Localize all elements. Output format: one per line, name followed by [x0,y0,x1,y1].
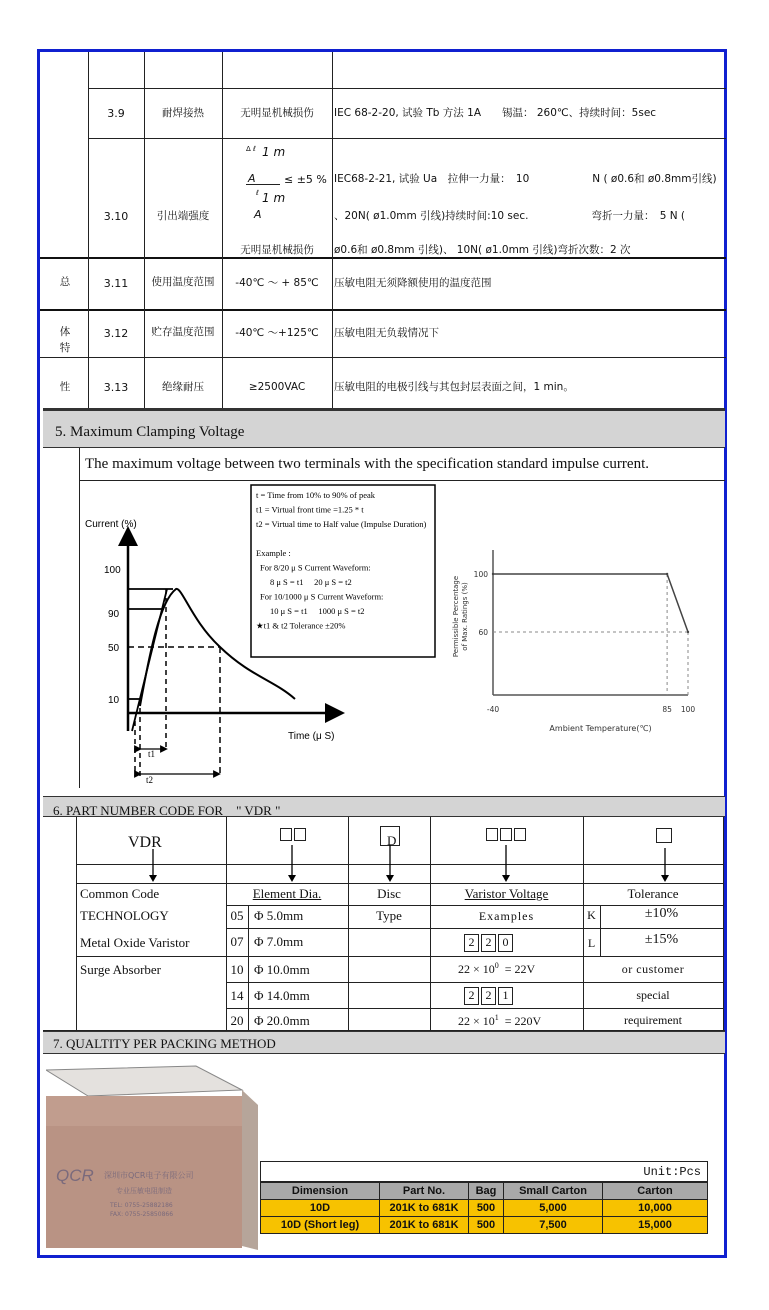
t2-label: t2 [146,775,154,785]
voltage-example-2-digits: 2 2 1 [463,986,514,1005]
y-axis-label: Permissible Percentageof Max. Ratings (%) [452,575,469,658]
waveform-note-line: t2 = Virtual time to Half value (Impulse Duration) [256,519,427,529]
section7-header [43,1031,725,1054]
wave-ylabel: Current (%) [85,519,137,530]
box-line: 深圳市QCR电子有限公司 [104,1171,194,1180]
row-req: -40℃ ～+125℃ [235,327,319,339]
row-method: 压敏电阻无须降额使用的温度范围 [334,277,492,289]
tolerance-code-l: L [587,936,596,950]
unit-cell [260,1161,708,1182]
waveform-note-line: For 8/20 μ S Current Waveform: [260,562,371,573]
row-req: ≥2500VAC [248,381,306,393]
dia-value: Φ 5.0mm [254,908,304,923]
row-no: 3.9 [107,107,125,120]
cell: 7,500 [504,1217,603,1234]
cell: 201K to 681K [380,1217,469,1234]
row-no: 3.13 [103,381,129,394]
common-code-3: Surge Absorber [80,962,162,977]
section5-title: 5. Maximum Clamping Voltage [55,424,245,440]
row-item: 引出端强度 [156,210,210,222]
wave-xlabel: Time (μ S) [288,731,335,742]
code-vdr: VDR [128,834,162,851]
tolerance-other-3: requirement [624,1013,682,1027]
tolerance-value-k: ±10% [644,906,679,921]
voltage-example-2-formula: $22 \times 10^1 = 220V$ [458,1013,542,1028]
packing-header-row [261,1183,708,1200]
data-point [666,573,668,575]
y-tick-label: 100 [473,570,488,579]
cell: 15,000 [603,1217,708,1234]
section6-title: 6. PART NUMBER CODE FOR " VDR " [53,803,281,818]
row-method: IEC 68-2-20, 试验 Tb 方法 1A 锡温： 260℃、持续时间：5sec [334,107,657,119]
x-tick-label: 100 [680,705,696,714]
common-code-1: TECHNOLOGY [80,908,169,923]
waveform-note-line: For 10/1000 μ S Current Waveform: [260,591,384,602]
row-no: 3.12 [103,327,129,340]
header-common-code: Common Code [80,886,160,901]
col-carton: Carton [603,1183,708,1200]
side-label-1: 总 [59,276,71,288]
waveform-note-line: t1 = Virtual front time =1.25 * t [256,504,364,515]
row-item: 绝缘耐压 [162,381,204,393]
row-item: 耐焊接热 [162,107,204,119]
tolerance-value-l: ±15% [644,932,679,947]
derating-chart [440,540,710,740]
dia-value: Φ 14.0mm [254,988,310,1003]
box-brand: QCR [56,1166,94,1185]
element-dia-boxes [279,828,307,846]
table-row [261,1200,708,1217]
side-label-2: 体 [59,326,71,338]
header-element-dia: Element Dia. [252,886,322,901]
x-tick-label: 85 [662,705,672,714]
header-tolerance: Tolerance [627,886,679,901]
box-line: TEL: 0755-25882186 [110,1202,173,1209]
header-disc: Disc [377,886,401,901]
row-method: 压敏电阻的电极引线与其包封层表面之间，1 min。 [334,381,574,393]
cell: 201K to 681K [380,1200,469,1217]
voltage-example-1-digits: 2 2 0 [463,933,514,952]
wave-ytick: 10 [108,695,120,706]
carton-box-image [46,1060,258,1250]
row-method: 压敏电阻无负载情况下 [334,327,439,339]
col-small-carton: Small Carton [504,1183,603,1200]
col-dimension: Dimension [261,1183,380,1200]
waveform-note-line: 10 μ S = t1 1000 μ S = t2 [270,606,365,616]
table-row [261,1217,708,1234]
row-req: -40℃ ～ + 85℃ [235,277,319,289]
wave-ytick: 100 [104,565,121,576]
dia-code: 10 [230,962,244,977]
cell: 10D (Short leg) [261,1217,380,1234]
unit-label: Unit:Pcs [643,1165,701,1179]
dia-code: 20 [230,1013,244,1028]
row-req: 无明显机械损伤 [240,244,314,256]
section5-description: The maximum voltage between two terminals with the specification standard impulse current. [85,456,650,472]
section6-header [43,796,725,817]
box-line: 专业压敏电阻制造 [116,1187,172,1195]
row-method-line: 、20N( ø1.0mm 引线)持续时间:10 sec. 弯折一力量： 5 N ( [334,210,685,222]
data-point [687,631,689,633]
y-tick-label: 60 [478,628,488,637]
row-item: 使用温度范围 [151,276,215,288]
row-method-line: IEC68-2-21, 试验 Ua 拉伸一力量： 10 N ( ø0.6和 ø0.8mm引线) [334,173,717,185]
row-item: 贮存温度范围 [151,326,215,338]
disc-type: Type [376,908,402,923]
row-req: 无明显机械损伤 [240,107,314,119]
voltage-examples: Examples [478,909,535,923]
cell: 10D [261,1200,380,1217]
tolerance-other-1: or customer [621,962,685,976]
tolerance-other-2: special [636,988,670,1002]
waveform-note-line: Example : [256,548,291,558]
col-part-no: Part No. [380,1183,469,1200]
row-no: 3.10 [103,210,129,223]
code-arrows [76,845,723,885]
x-axis-label: Ambient Temperature(℃) [549,724,652,733]
disc-box: D [380,826,400,846]
section7-title: 7. QUALTITY PER PACKING METHOD [53,1036,276,1051]
side-label-3: 特 [59,342,71,354]
dia-code: 14 [230,988,244,1003]
wave-ytick: 90 [108,609,120,620]
header-varistor-voltage: Varistor Voltage [464,886,549,901]
voltage-example-1-formula: $22 \times 10^0 = 22V$ [458,961,536,976]
common-code-2: Metal Oxide Varistor [80,935,190,950]
voltage-boxes [485,828,527,846]
box-line: FAX: 0755-25850866 [110,1211,174,1218]
cell: 5,000 [504,1200,603,1217]
cell: 500 [469,1217,504,1234]
dia-value: Φ 20.0mm [254,1013,310,1028]
col-bag: Bag [469,1183,504,1200]
dia-code: 07 [230,934,244,949]
tolerance-code-k: K [587,908,596,922]
waveform-note-line: t = Time from 10% to 90% of peak [256,490,376,500]
section5-header [43,408,725,448]
x-tick-label: -40 [486,705,500,714]
row-no: 3.11 [103,277,129,290]
dia-value: Φ 10.0mm [254,962,310,977]
series-line [493,574,688,632]
dia-code: 05 [230,908,244,923]
waveform-note-line: 8 μ S = t1 20 μ S = t2 [270,577,352,587]
cell: 500 [469,1200,504,1217]
data-point [492,573,494,575]
wave-ytick: 50 [108,643,120,654]
waveform-note-line: ★t1 & t2 Tolerance ±20% [256,620,346,631]
side-label-4: 性 [59,381,71,393]
row-method-line: ø0.6和 ø0.8mm 引线)、 10N( ø1.0mm 引线)弯折次数：2 次 [334,244,631,256]
cell: 10,000 [603,1200,708,1217]
packing-table [260,1182,708,1234]
t1-label: t1 [148,749,156,759]
dia-value: Φ 7.0mm [254,934,304,949]
